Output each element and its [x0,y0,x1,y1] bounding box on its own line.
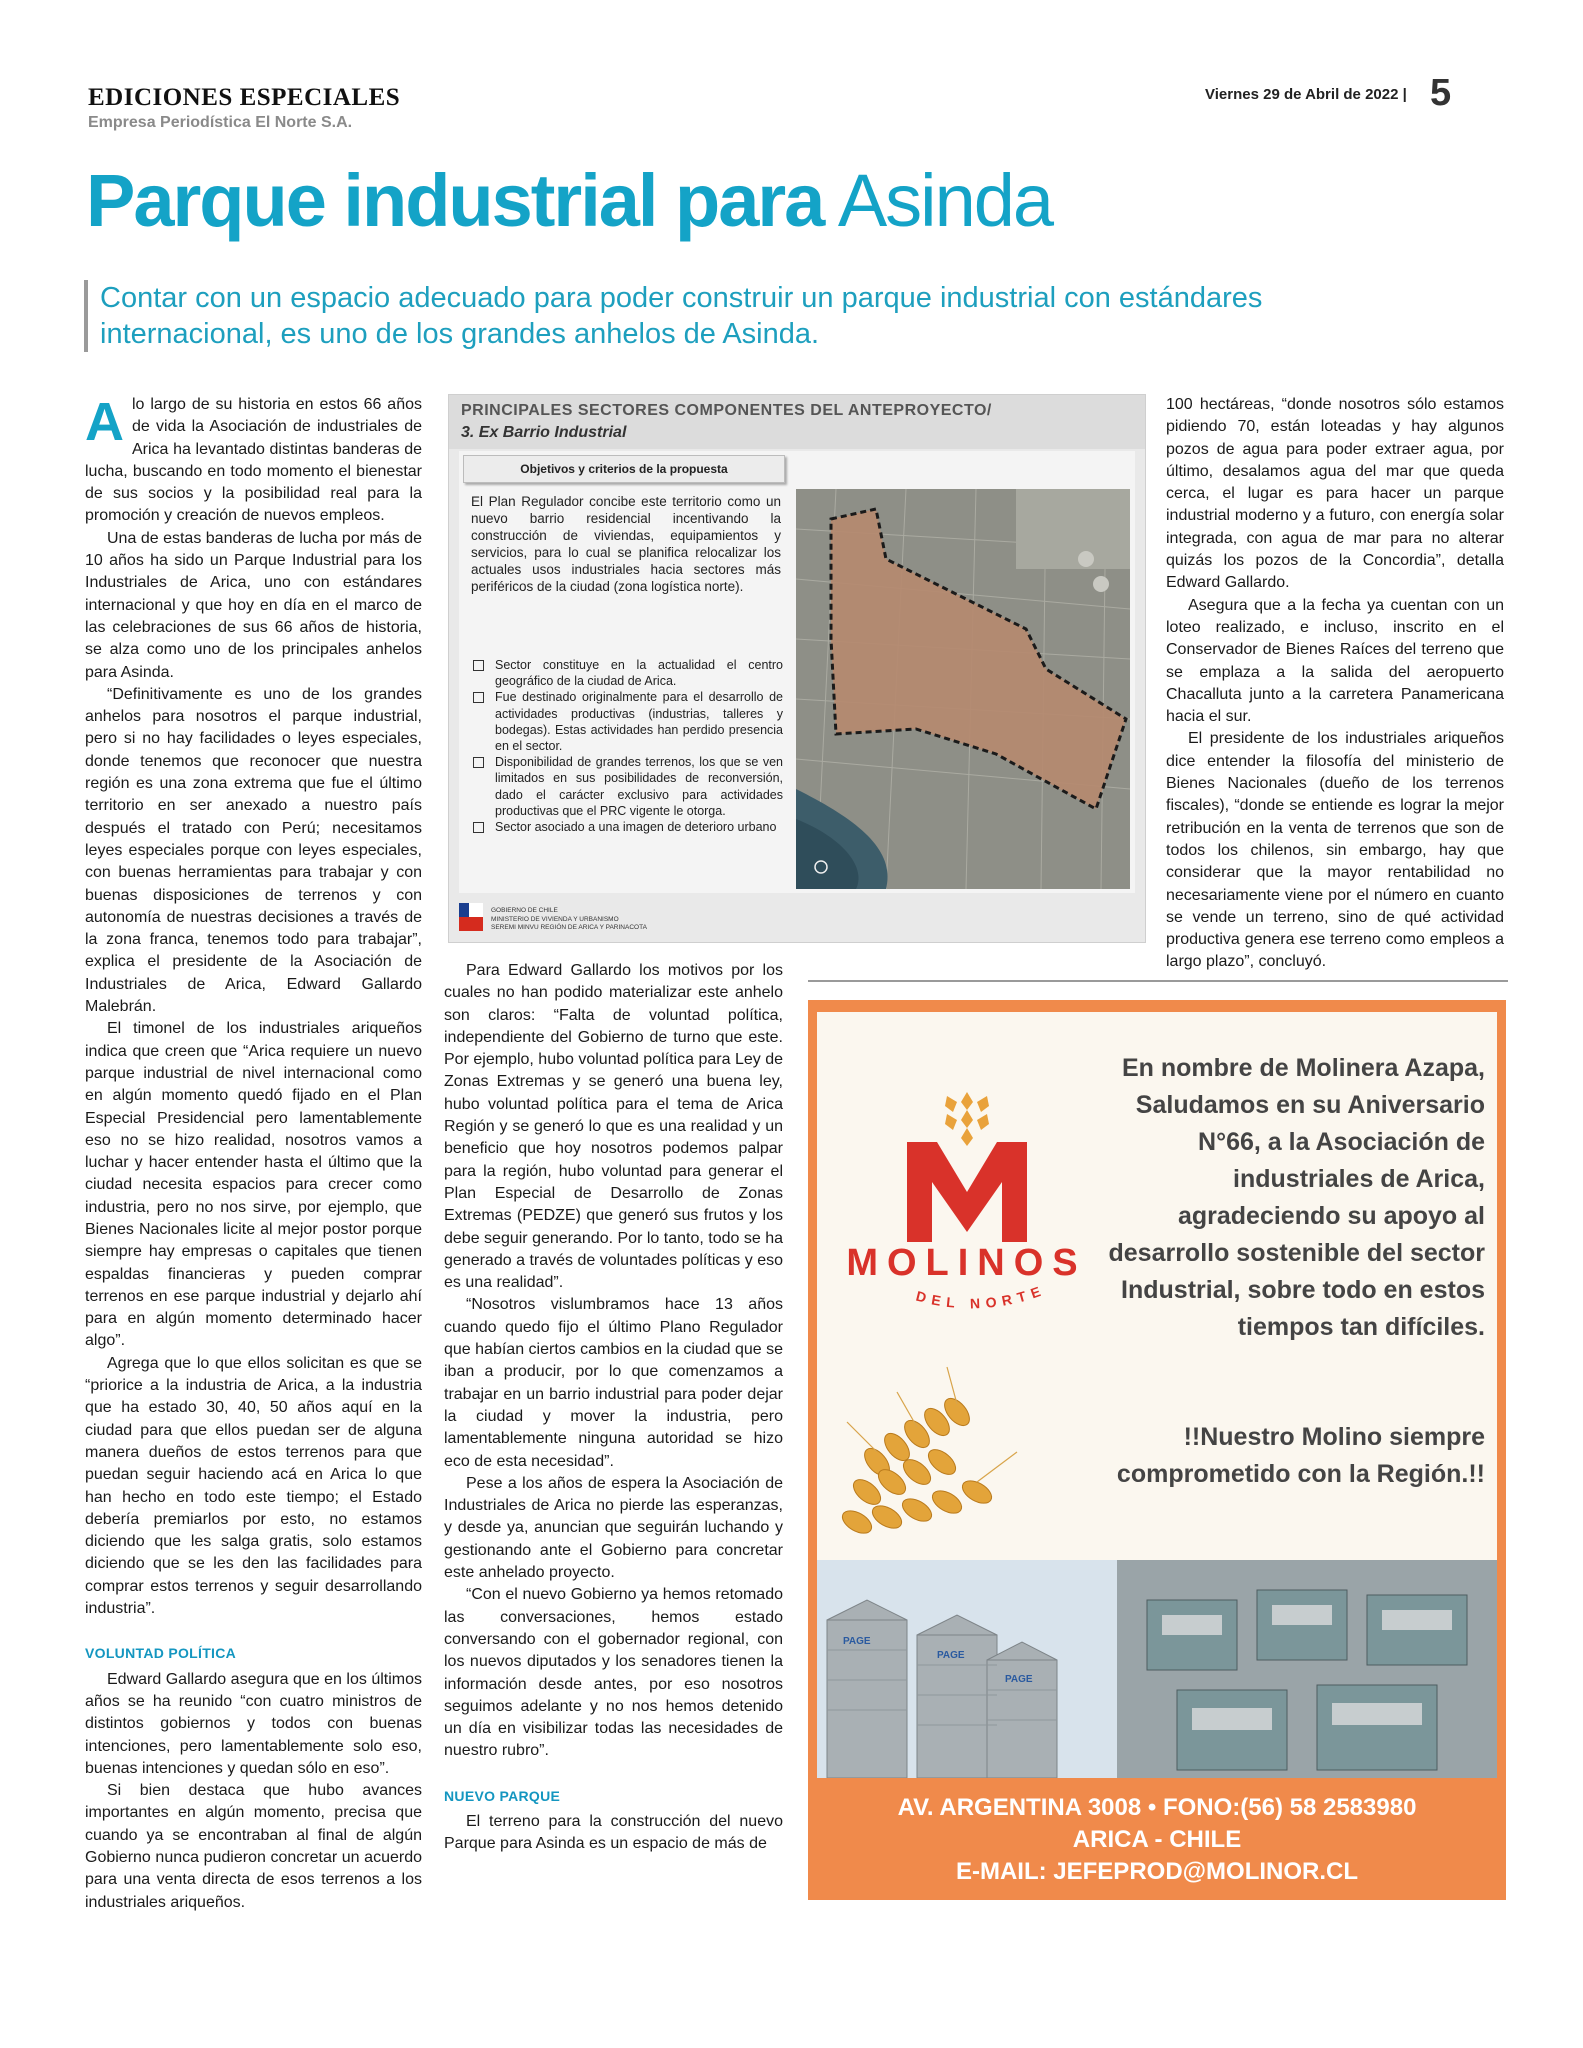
column-3 [1166,394,1504,974]
paragraph: “Definitivamente es uno de los grandes anhelos para nosotros el parque industrial, pero si no hay facilidades o leyes especiales, donde tenemos que reconocer que nuestra región es una zona extrema que fue el último territorio en ser anexado a nuestro país después el tratado con Perú; necesitamos leyes especiales porque con leyes especiales, con buenas herramientas para trabajar y con buenas disposiciones de terrenos y con autonomía de nuestras decisiones a través de la zona franca, tenemos todo para trabajar”, explica el presidente de la Asociación de Industriales de Arica, Edward Gallardo Malebrán. [85,685,422,1016]
paragraph: Agrega que lo que ellos solicitan es que se “priorice a la industria de Arica, a la industria que ha estado 30, 40, 50 años aquí en la ciudad para que ellos puedan ser de alguna manera dueños de estos terrenos para que puedan seguir haciendo acá en Arica lo que han hecho en todo este tiempo; el Estado debería premiarlos por esto, no estamos diciendo que les salga gratis, solo estamos diciendo que se les den las facilidades para comprar estos terrenos y seguir desarrollando industria”. [85,1354,422,1618]
figure-header [449,395,1145,449]
list-item: Fue destinado originalmente para el desarrollo de actividades productivas (industrias, talleres y bodegas). Estas actividades han perdido presencia en el sector. [471,689,783,754]
svg-text:DEL NORTE [914,1281,1048,1311]
plan-figure [448,394,1146,943]
figure-panel [459,451,1135,893]
aerial-map-image [796,489,1130,889]
list-item: Sector asociado a una imagen de deterioro urbano [471,819,783,835]
list-item: Disponibilidad de grandes terrenos, los que se ven limitados en sus posibilidades de reconversión, dado el carácter exclusivo para actividades productivas que el PRC vigente le otorga. [471,754,783,819]
paragraph: El timonel de los industriales ariqueños indica que creen que “Arica requiere un nuevo parque industrial de nivel internacional como en algún momento quedó fijado en el Plan Especial Presidencial pero lamentablemente eso no se hizo realidad, nosotros vamos a luchar y hacer entender hasta el último que la ciudad necesita espacios para crecer como industria, pero no nos sirve, por ejemplo, que Bienes Nacionales licite al mejor postor porque siempre hay empresas o capitales que tienen espaldas financieras y pueden comprar terrenos en ese parque industrial y dejarlo ahí para en algún momento determinado hacer algo”. [85,1020,422,1350]
issue-date: Viernes 29 de Abril de 2022 | [1205,86,1407,103]
title-bold: Parque industrial para [86,159,824,242]
paragraph [85,394,422,528]
column-2 [444,960,783,1856]
paragraph: “Nosotros vislumbramos hace 13 años cuando quedo fijo el último Plano Regulador que habían ciertos cambios en la ciudad que se iban a producir, por lo que comenzamos a trabajar en un barrio industrial para poder dejar la ciudad y mover la industria, pero lamentablemente ninguna autoridad se hizo eco de esta necesidad”. [444,1296,783,1470]
section-name: EDICIONES ESPECIALES [88,84,401,111]
ad-contact [808,1792,1506,1888]
silo-label: PAGE [1005,1674,1033,1685]
footer-line: GOBIERNO DE CHILE [491,907,558,914]
ad-greeting: En nombre de Molinera Azapa, Saludamos en su Aniversario N°66, a la Asociación de industriales de Arica, agradeciendo su apoyo al desarrollo sostenible del sector Industrial, sobre todo en estos tiempos tan difíciles. [1108,1054,1485,1341]
paragraph: El terreno para la construcción del nuevo Parque para Asinda es un espacio de más de [444,1812,783,1853]
mill-photo [817,1560,1497,1778]
mill-photo-graphic [817,1560,1497,1778]
figure-paragraph: El Plan Regulador concibe este territorio como un nuevo barrio residencial incentivando la construcción de viviendas, equipamientos y servicios, para lo cual se planifica relocalizar los actuales usos industriales hacia sectores más periféricos de la ciudad (zona logística norte). [471,494,781,594]
ad-divider [808,980,1508,982]
paragraph: Pese a los años de espera la Asociación de Industriales de Arica no pierde las esperanzas, y desde ya, anuncian que seguirán luchando y gestionando ante el Gobierno para concretar este anhelado proyecto. [444,1474,783,1582]
paragraph: Edward Gallardo asegura que en los últimos años se ha reunido “con cuatro ministros de distintos gobiernos y todos con buenas intenciones, pero lamentablemente solo eso, buenas intenciones y quedan sólo en eso”. [85,1670,422,1777]
paragraph-text: lo largo de su historia en estos 66 años de vida la Asociación de industriales de Arica ha levantado distintas banderas de lucha, buscando en todo momento el bienestar de sus socios y la posibilidad real para la promoción y creación de nuevos empleos. [85,396,422,525]
drop-cap: A [85,392,124,452]
figure-footer-text [491,907,647,933]
figure-title: PRINCIPALES SECTORES COMPONENTES DEL ANTEPROYECTO/ [461,402,992,419]
city-line: ARICA - CHILE [1072,1826,1242,1853]
paragraph: Una de estas banderas de lucha por más de 10 años ha sido un Parque Industrial para los Industriales de Arica, uno con estándares internacional y que hoy en día en el marco de las celebraciones de sus 66 años de historia, se alza como uno de los principales anhelos para Asinda. [85,529,422,681]
article-lead: Contar con un espacio adecuado para poder construir un parque industrial con estándares internacional, es uno de los grandes anhelos de Asinda. [84,280,1360,352]
figure-footer [459,899,1135,937]
aerial-map-graphic [796,489,1130,889]
paragraph: Si bien destaca que hubo avances importantes en algún momento, precisa que cuando ya se encontraban al final de algún Gobierno nunca pudieron concretar un acuerdo para una venta directa de esos terrenos a los industriales ariqueños. [85,1782,422,1911]
paragraph: El presidente de los industriales ariqueños dice entender la filosofía del ministerio de Bienes Nacionales (dueño de los terrenos fiscales), “donde se entiende es lograr la mejor retribución en la venta de terrenos que son de todos los chilenos, sin embargo, hay que considerar que la mayor rentabilidad no necesariamente viene por el número en cuanto se vende un terreno, sino de qué actividad productiva genera ese terreno como empleos a largo plazo”, concluyó. [1166,730,1504,971]
figure-bullet-list [471,657,783,835]
title-light: Asinda [823,159,1053,242]
paragraph: 100 hectáreas, “donde nosotros sólo estamos pidiendo 70, están loteadas y hay algunos pozos de agua para poder extraer agua, por último, desalamos agua del mar que queda cerca, el lugar es para hacer un parque industrial moderno y a futuro, con energía solar integrada, con agua de mar para no alterar quizás los pozos de la Concordia”, detalla Edward Gallardo. [1166,396,1504,592]
publisher-name: Empresa Periodística El Norte S.A. [88,114,353,131]
objectives-label: Objetivos y criterios de la propuesta [463,455,785,483]
silo-label: PAGE [937,1650,965,1661]
wheat-image [817,1342,1117,1562]
paragraph: Para Edward Gallardo los motivos por los cuales no han podido materializar este anhelo son claros: “Falta de voluntad política, independiente del Gobierno de turno que este. Por ejemplo, hubo voluntad política para Ley de Zonas Extremas y se generó una buena ley, hubo voluntad política para el tema de Arica Región y se generó lo que es una realidad y un beneficio que hoy nosotros podemos palpar para la región, hubo voluntad para generar el Plan Especial de Desarrollo de Zonas Extremas (PEDZE) que generó sus frutos y los debe seguir generando. Por lo tanto, todo se ha generado a través de voluntades políticas y eso es una realidad”. [444,962,783,1292]
molinos-logo [897,1082,1037,1252]
ad-closing: !!Nuestro Molino siempre comprometido con la Región.!! [1116,1423,1485,1488]
footer-line: SEREMI MINVU REGIÓN DE ARICA Y PARINACOTA [491,924,647,931]
subhead-voluntad: VOLUNTAD POLÍTICA [85,1645,237,1662]
brand-name: MOLINOS [846,1242,1087,1284]
page-number: 5 [1430,72,1452,114]
chile-flag-icon [459,903,483,931]
brand-subtitle-arc [877,1272,1077,1332]
list-item: Sector constituye en la actualidad el centro geográfico de la ciudad de Arica. [471,657,783,689]
brand-subtitle: DEL NORTE [914,1281,1049,1312]
article-title [86,159,1053,242]
column-1 [85,394,422,1914]
subhead-nuevo-parque: NUEVO PARQUE [444,1787,561,1804]
paragraph: “Con el nuevo Gobierno ya hemos retomado las conversaciones, hemos estado conversando con el gobernador regional, con los nuevos diputados y los senadores tienen la información desde antes, por eso nosotros seguimos adelante y no nos hemos detenido un día en visibilizar todas las necesidades de nuestro rubro”. [444,1586,783,1760]
figure-subtitle: 3. Ex Barrio Industrial [461,424,627,441]
molinos-advertisement [808,1000,1506,1900]
paragraph: Asegura que a la fecha ya cuentan con un loteo realizado, e incluso, inscrito en el Conservador de Bienes Raíces del terreno que se emplaza a la salida del aeropuerto Chacalluta junto a la carretera Panamericana hacia el sur. [1166,596,1504,726]
footer-line: MINISTERIO DE VIVIENDA Y URBANISMO [491,915,619,923]
email-line: E-MAIL: JEFEPROD@MOLINOR.CL [955,1858,1359,1885]
address-line: AV. ARGENTINA 3008 • FONO:(56) 58 2583980 [897,1794,1417,1821]
silo-label: PAGE [843,1636,871,1647]
ad-message-panel [817,1012,1497,1560]
